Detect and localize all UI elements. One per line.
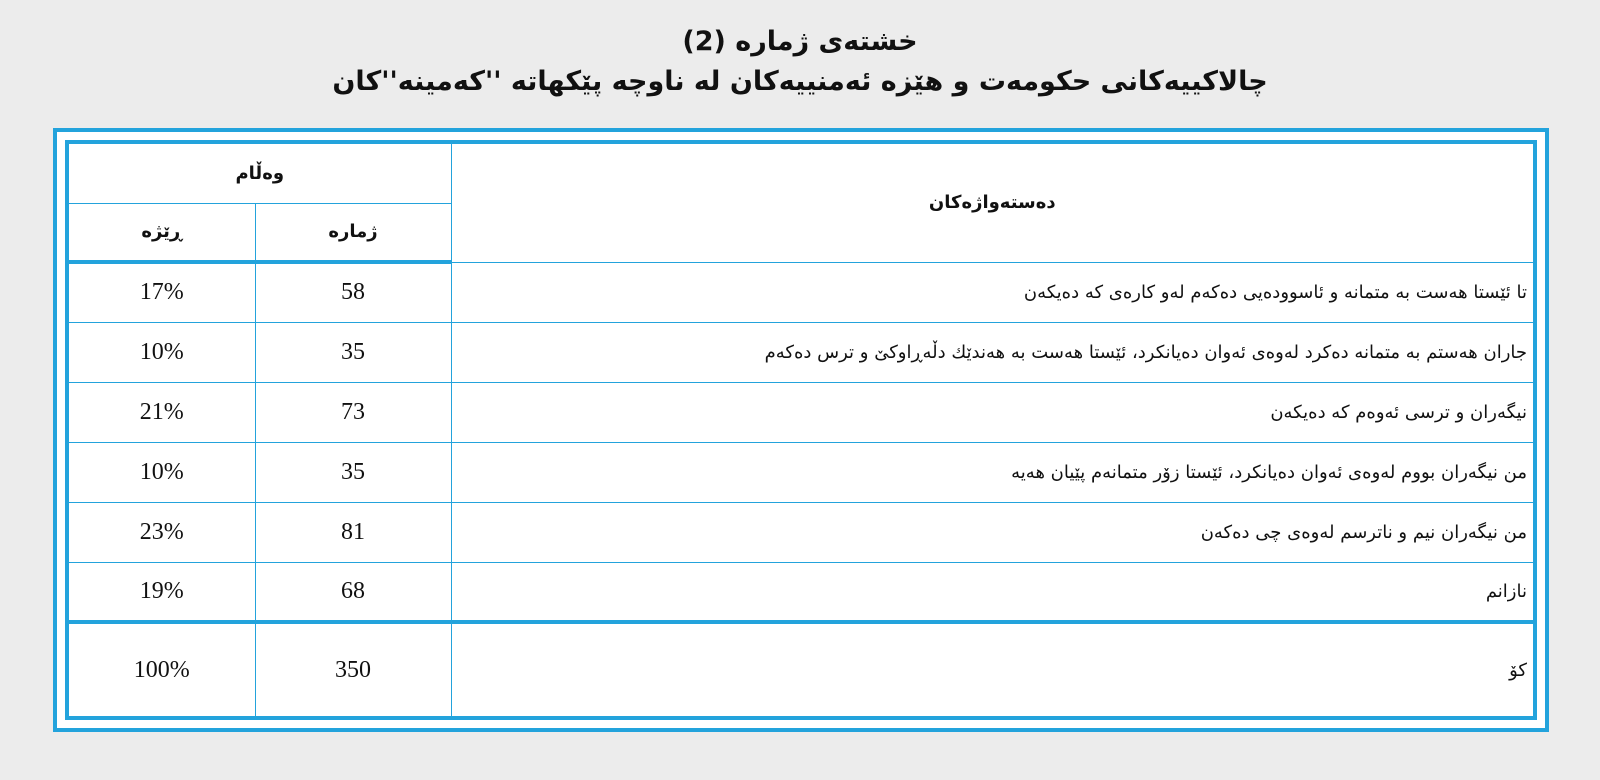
table-row xyxy=(69,562,1533,622)
table-inner-frame xyxy=(65,140,1537,720)
table-row xyxy=(69,442,1533,502)
table-row xyxy=(69,262,1533,322)
row-count: 35 xyxy=(255,442,451,502)
table-row xyxy=(69,322,1533,382)
row-count: 68 xyxy=(255,562,451,622)
header-answer: وەڵام xyxy=(69,144,451,203)
table-outer-frame xyxy=(53,128,1549,732)
row-percent: 23% xyxy=(69,502,255,562)
survey-table xyxy=(69,144,1533,716)
total-row xyxy=(69,622,1533,716)
row-count: 58 xyxy=(255,262,451,322)
row-percent: 10% xyxy=(69,322,255,382)
header-phrases: دەستەواژەكان xyxy=(451,144,1533,262)
table-caption: چالاكییەكانی حكومەت و هێزە ئەمنییەكان لە ناوچە پێكهاتە ''كەمینە''كان xyxy=(332,66,1268,97)
table-title-block xyxy=(0,22,1600,102)
row-phrase: من نیگەران نیم و ناترسم لەوەی چی دەكەن xyxy=(451,502,1533,562)
row-percent: 17% xyxy=(69,262,255,322)
row-phrase: جاران هەستم بە متمانە دەكرد لەوەی ئەوان دەیانكرد، ئێستا هەست بە هەندێك دڵەڕاوكێ و ترس دەكەم xyxy=(451,322,1533,382)
row-phrase: تا ئێستا هەست بە متمانە و ئاسوودەیی دەكەم لەو كارەی كە دەیكەن xyxy=(451,262,1533,322)
row-percent: 19% xyxy=(69,562,255,622)
table-row xyxy=(69,502,1533,562)
table-number-title: خشتەی ژمارە (2) xyxy=(682,26,918,57)
row-percent: 21% xyxy=(69,382,255,442)
row-phrase: نیگەران و ترسی ئەوەم كە دەیكەن xyxy=(451,382,1533,442)
total-count: 350 xyxy=(255,622,451,716)
header-count: ژمارە xyxy=(255,203,451,262)
row-count: 35 xyxy=(255,322,451,382)
total-percent: 100% xyxy=(69,622,255,716)
row-phrase: من نیگەران بووم لەوەی ئەوان دەیانكرد، ئێستا زۆر متمانەم پێیان هەیە xyxy=(451,442,1533,502)
row-count: 81 xyxy=(255,502,451,562)
header-percent: ڕێژە xyxy=(69,203,255,262)
row-percent: 10% xyxy=(69,442,255,502)
row-phrase: نازانم xyxy=(451,562,1533,622)
table-row xyxy=(69,382,1533,442)
row-count: 73 xyxy=(255,382,451,442)
total-label: كۆ xyxy=(451,622,1533,716)
